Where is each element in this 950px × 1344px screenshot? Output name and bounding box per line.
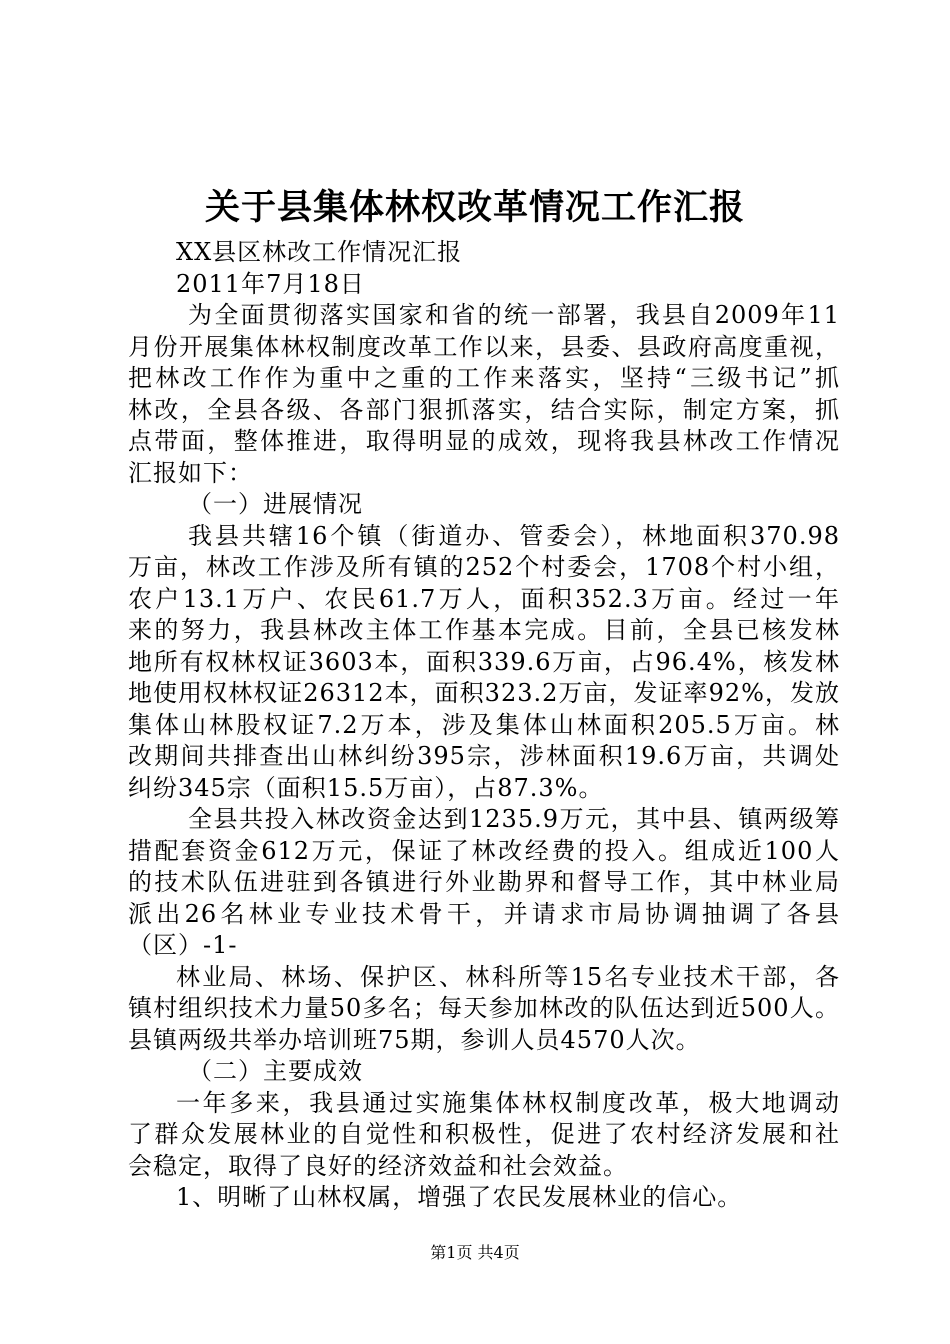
section-heading: （二）主要成效 <box>188 1057 363 1085</box>
paragraph-line: 万亩，林改工作涉及所有镇的252个村委会，1708个村小组， <box>128 553 840 581</box>
paragraph-line: 地使用权林权证26312本，面积323.2万亩，发证率92%，发放 <box>128 679 840 707</box>
paragraph-line: 全县共投入林改资金达到1235.9万元，其中县、镇两级筹 <box>188 805 840 833</box>
paragraph-line: 一年多来，我县通过实施集体林权制度改革，极大地调动 <box>176 1088 840 1117</box>
paragraph-line: 林改，全县各级、各部门狠抓落实，结合实际，制定方案，抓 <box>128 395 840 424</box>
paragraph-line: 的技术队伍进驻到各镇进行外业勘界和督导工作，其中林业局 <box>128 868 840 896</box>
paragraph-line: 改期间共排查出山林纠纷395宗，涉林面积19.6万亩，共调处 <box>128 742 840 770</box>
paragraph-line: 把林改工作作为重中之重的工作来落实，坚持“三级书记”抓 <box>128 364 840 392</box>
paragraph-line: 集体山林股权证7.2万本，涉及集体山林面积205.5万亩。林 <box>128 710 840 739</box>
paragraph-line: 派出26名林业专业技术骨干，并请求市局协调抽调了各县 <box>128 899 840 928</box>
paragraph-line: 来的努力，我县林改主体工作基本完成。目前，全县已核发林 <box>128 616 840 644</box>
document-title: 关于县集体林权改革情况工作汇报 <box>204 187 745 228</box>
paragraph-line: 措配套资金612万元，保证了林改经费的投入。组成近100人 <box>128 836 840 865</box>
page-footer: 第1页 共4页 <box>430 1243 520 1262</box>
paragraph-line: 林业局、林场、保护区、林科所等15名专业技术干部，各 <box>176 962 840 991</box>
paragraph-line: 汇报如下： <box>128 458 253 487</box>
paragraph-line: 月份开展集体林权制度改革工作以来，县委、县政府高度重视， <box>128 332 840 361</box>
paragraph-line: 县镇两级共举办培训班75期，参训人员4570人次。 <box>128 1025 701 1054</box>
paragraph-line: 为全面贯彻落实国家和省的统一部署，我县自2009年11 <box>188 301 840 329</box>
paragraph-line: 1、明晰了山林权属，增强了农民发展林业的信心。 <box>176 1183 743 1211</box>
subtitle-line: XX县区林改工作情况汇报 <box>176 238 463 266</box>
paragraph-line: 我县共辖16个镇（街道办、管委会），林地面积370.98 <box>188 521 840 550</box>
paragraph-line: 会稳定，取得了良好的经济效益和社会效益。 <box>128 1151 628 1180</box>
document-body <box>128 237 840 1214</box>
paragraph-line: 地所有权林权证3603本，面积339.6万亩，占96.4%，核发林 <box>128 647 840 676</box>
section-heading: （一）进展情况 <box>188 490 363 518</box>
paragraph-line: （区）-1- <box>128 931 238 959</box>
paragraph-line: 了群众发展林业的自觉性和积极性，促进了农村经济发展和社 <box>128 1120 840 1148</box>
paragraph-line: 镇村组织技术力量50多名；每天参加林改的队伍达到近500人。 <box>128 994 840 1022</box>
date-line: 2011年7月18日 <box>176 269 365 298</box>
paragraph-line: 农户13.1万户、农民61.7万人，面积352.3万亩。经过一年 <box>128 584 840 613</box>
paragraph-line: 点带面，整体推进，取得明显的成效，现将我县林改工作情况 <box>128 427 840 455</box>
paragraph-line: 纠纷345宗（面积15.5万亩），占87.3%。 <box>128 773 604 802</box>
